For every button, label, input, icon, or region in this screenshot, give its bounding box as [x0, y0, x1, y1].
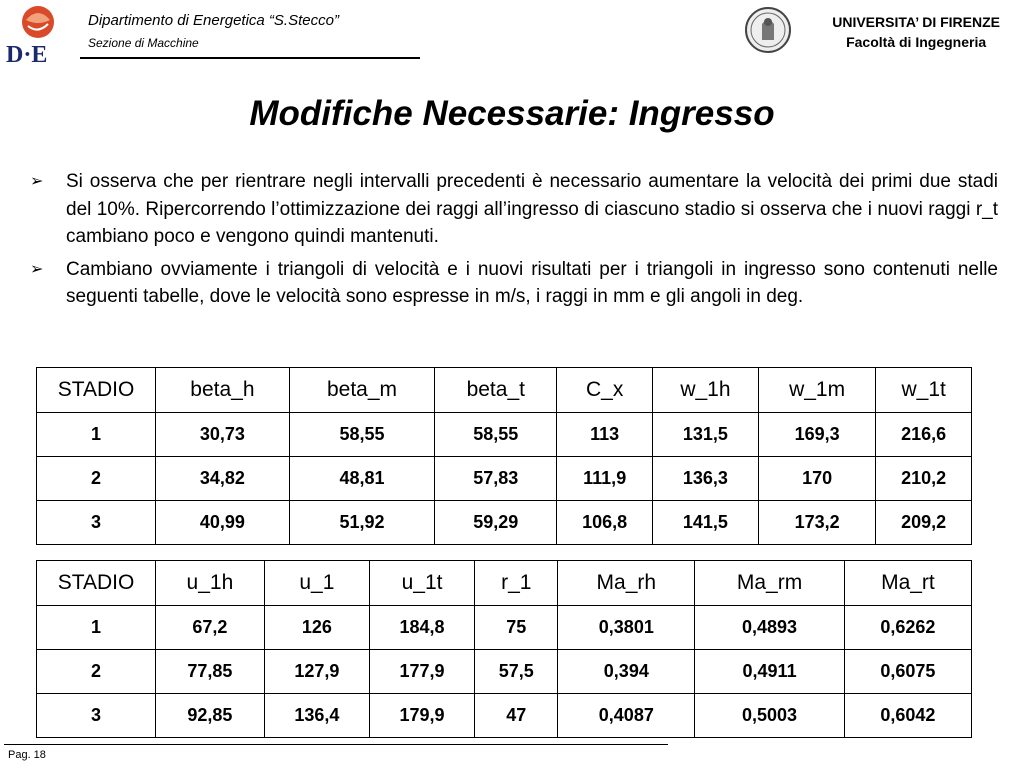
arrow-bullet-icon: ➢ — [30, 173, 44, 190]
column-header: beta_h — [156, 368, 290, 413]
table-row — [37, 606, 972, 650]
table-cell: 0,6262 — [844, 606, 971, 650]
table-cell: 0,4911 — [695, 650, 845, 694]
table-cell: 0,394 — [558, 650, 695, 694]
table-cell: 136,4 — [264, 694, 369, 738]
table-cell: 57,83 — [435, 457, 557, 501]
header-divider — [80, 57, 420, 59]
table-cell: 126 — [264, 606, 369, 650]
table-cell: 40,99 — [156, 501, 290, 545]
table-cell: 57,5 — [475, 650, 558, 694]
slide-title: Modifiche Necessarie: Ingresso — [249, 94, 775, 133]
table-cell: 131,5 — [652, 413, 758, 457]
column-header: Ma_rm — [695, 561, 845, 606]
table-row — [37, 694, 972, 738]
table-cell: 209,2 — [876, 501, 972, 545]
department-logo — [4, 2, 64, 66]
table-cell: 177,9 — [369, 650, 474, 694]
column-header: w_1t — [876, 368, 972, 413]
table-cell: 169,3 — [758, 413, 875, 457]
table-cell: 47 — [475, 694, 558, 738]
university-block — [832, 12, 1000, 52]
column-header: beta_m — [289, 368, 434, 413]
column-header: Ma_rt — [844, 561, 971, 606]
column-header: Ma_rh — [558, 561, 695, 606]
table-cell: 0,4087 — [558, 694, 695, 738]
column-header: STADIO — [37, 368, 156, 413]
bullet-item — [30, 168, 998, 251]
column-header: u_1t — [369, 561, 474, 606]
table-cell: 51,92 — [289, 501, 434, 545]
column-header: C_x — [557, 368, 653, 413]
bullet-text: Si osserva che per rientrare negli intervalli precedenti è necessario aumentare la velocità dei primi due stadi del 10%. Ripercorrendo l’ottimizzazione dei raggi all’ingresso di ciascuno stadio si osserva che i nuovi raggi r_t cambiano poco e vengono quindi mantenuti. — [66, 171, 998, 247]
bullet-text: Cambiano ovviamente i triangoli di velocità e i nuovi risultati per i triangoli in ingresso sono contenuti nelle seguenti tabelle, dove le velocità sono espresse in m/s, i raggi in mm e gli angoli in deg. — [66, 258, 998, 307]
table-cell: 106,8 — [557, 501, 653, 545]
table-cell: 3 — [37, 501, 156, 545]
university-seal-icon — [744, 6, 792, 54]
table-cell: 216,6 — [876, 413, 972, 457]
arrow-bullet-icon: ➢ — [30, 260, 44, 278]
table-cell: 3 — [37, 694, 156, 738]
table-cell: 92,85 — [156, 694, 265, 738]
logo-text: D·E — [6, 42, 48, 66]
table-row — [37, 650, 972, 694]
table-cell: 141,5 — [652, 501, 758, 545]
table-cell: 0,5003 — [695, 694, 845, 738]
table-cell: 210,2 — [876, 457, 972, 501]
bullet-item — [30, 256, 998, 311]
faculty-name: Facoltà di Ingegneria — [846, 34, 987, 50]
table-row — [37, 457, 972, 501]
table-cell: 179,9 — [369, 694, 474, 738]
table-cell: 0,4893 — [695, 606, 845, 650]
column-header: w_1h — [652, 368, 758, 413]
section-name: Sezione di Macchine — [88, 36, 199, 50]
table-cell: 58,55 — [435, 413, 557, 457]
table-header-row — [37, 368, 972, 413]
column-header: u_1 — [264, 561, 369, 606]
table-cell: 1 — [37, 413, 156, 457]
table-cell: 136,3 — [652, 457, 758, 501]
table-cell: 127,9 — [264, 650, 369, 694]
table-cell: 2 — [37, 650, 156, 694]
table-cell: 34,82 — [156, 457, 290, 501]
table-cell: 48,81 — [289, 457, 434, 501]
table-cell: 59,29 — [435, 501, 557, 545]
column-header: w_1m — [758, 368, 875, 413]
table-cell: 0,6075 — [844, 650, 971, 694]
table-cell: 1 — [37, 606, 156, 650]
table-cell: 111,9 — [557, 457, 653, 501]
table-cell: 58,55 — [289, 413, 434, 457]
column-header: u_1h — [156, 561, 265, 606]
table-row — [37, 413, 972, 457]
table-cell: 75 — [475, 606, 558, 650]
table-cell: 170 — [758, 457, 875, 501]
column-header: r_1 — [475, 561, 558, 606]
table-cell: 0,3801 — [558, 606, 695, 650]
table-cell: 173,2 — [758, 501, 875, 545]
table-header-row — [37, 561, 972, 606]
table-cell: 0,6042 — [844, 694, 971, 738]
table-cell: 30,73 — [156, 413, 290, 457]
inlet-geometry-table — [36, 560, 972, 738]
page-number: Pag. 18 — [8, 749, 46, 761]
table-cell: 184,8 — [369, 606, 474, 650]
column-header: beta_t — [435, 368, 557, 413]
table-cell: 2 — [37, 457, 156, 501]
table-cell: 77,85 — [156, 650, 265, 694]
table-row — [37, 501, 972, 545]
table-cell: 67,2 — [156, 606, 265, 650]
column-header: STADIO — [37, 561, 156, 606]
velocity-triangles-table — [36, 367, 972, 545]
bullet-list — [30, 168, 998, 316]
table-cell: 113 — [557, 413, 653, 457]
university-name: UNIVERSITA’ DI FIRENZE — [832, 14, 1000, 30]
department-name: Dipartimento di Energetica “S.Stecco” — [88, 12, 339, 29]
footer-divider — [4, 744, 668, 745]
